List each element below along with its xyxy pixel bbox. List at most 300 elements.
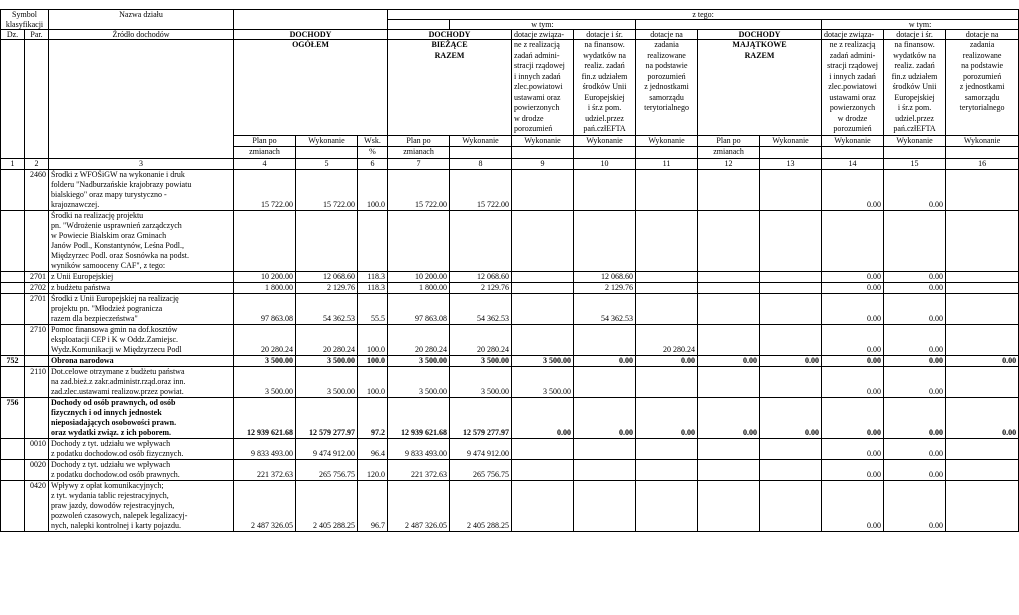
header-wykonanie: Wykonanie <box>636 135 698 147</box>
header-dz: Dz. <box>1 30 25 40</box>
column-number: 11 <box>636 158 698 169</box>
row-text: Dochody z tyt. udziału we wpływach <box>49 459 234 470</box>
row-value <box>358 293 388 304</box>
row-text: Obrona narodowa <box>49 355 234 366</box>
row-value <box>884 261 946 272</box>
header-col-c <box>946 124 1019 135</box>
column-number: 9 <box>512 158 574 169</box>
row-value: 100.0 <box>358 387 388 398</box>
row-value <box>884 293 946 304</box>
table-cell <box>25 93 49 104</box>
row-par <box>25 408 49 418</box>
row-value: 0.00 <box>822 271 884 282</box>
row-value <box>636 190 698 200</box>
table-cell <box>234 93 388 104</box>
row-value <box>946 480 1019 491</box>
row-value <box>358 480 388 491</box>
header-pct: % <box>358 147 388 159</box>
row-value <box>296 480 358 491</box>
row-value <box>698 408 760 418</box>
row-value <box>574 491 636 501</box>
row-value <box>698 377 760 387</box>
header-col-c: zadania <box>636 40 698 51</box>
table-cell <box>234 124 388 135</box>
table-row <box>1 261 1019 272</box>
row-value <box>946 271 1019 282</box>
row-text: z budżetu państwa <box>49 282 234 293</box>
row-dz: 756 <box>1 397 25 408</box>
row-value <box>574 304 636 314</box>
row-value <box>946 335 1019 345</box>
row-par <box>25 355 49 366</box>
row-value <box>760 169 822 180</box>
table-cell <box>49 40 234 51</box>
row-value <box>512 231 574 241</box>
row-value <box>512 470 574 481</box>
row-value <box>822 231 884 241</box>
row-value <box>698 397 760 408</box>
row-value <box>760 261 822 272</box>
header-col-b: pań.człEFTA <box>884 124 946 135</box>
row-text: z podatku dochodow.od osób fizycznych. <box>49 449 234 460</box>
row-value <box>358 377 388 387</box>
row-value <box>296 324 358 335</box>
row-value <box>450 221 512 231</box>
table-cell <box>698 82 822 93</box>
row-value: 96.7 <box>358 521 388 532</box>
row-value: 20 280.24 <box>450 345 512 356</box>
row-text: Międzyrzec Podl. oraz Sosnówka na podst. <box>49 251 234 261</box>
row-value: 118.3 <box>358 271 388 282</box>
header-col-a: porozumień <box>822 124 884 135</box>
row-value <box>512 418 574 428</box>
row-value <box>636 271 698 282</box>
row-value <box>760 282 822 293</box>
row-value <box>512 210 574 221</box>
header-dot-zw-1: dotacje związa- <box>512 30 574 40</box>
row-value: 0.00 <box>884 521 946 532</box>
row-value <box>636 293 698 304</box>
table-cell <box>698 124 822 135</box>
row-par <box>25 449 49 460</box>
header-symbol: Symbol <box>1 10 49 20</box>
row-value <box>574 470 636 481</box>
header-row <box>1 82 1019 93</box>
row-value <box>574 480 636 491</box>
row-value <box>698 418 760 428</box>
row-dz <box>1 501 25 511</box>
row-text: pn. "Wdrożenie usprawnień zarządczych <box>49 221 234 231</box>
row-value <box>636 210 698 221</box>
row-value <box>698 241 760 251</box>
row-dz <box>1 428 25 439</box>
row-value <box>234 438 296 449</box>
row-value <box>450 251 512 261</box>
row-value <box>388 304 450 314</box>
row-value <box>884 169 946 180</box>
row-value: 2 487 326.05 <box>388 521 450 532</box>
row-value: 12 579 277.97 <box>450 428 512 439</box>
row-dz <box>1 387 25 398</box>
row-value: 0.00 <box>822 282 884 293</box>
row-dz <box>1 491 25 501</box>
row-value <box>234 408 296 418</box>
row-value <box>450 241 512 251</box>
row-value <box>698 459 760 470</box>
header-z-tego: z tego: <box>388 10 1019 20</box>
table-row <box>1 480 1019 491</box>
header-col-b: realiz. zadań <box>884 61 946 72</box>
header-col-a: stracji rządowej <box>512 61 574 72</box>
row-par <box>25 231 49 241</box>
header-col-b: środków Unii <box>574 82 636 93</box>
row-value <box>574 190 636 200</box>
table-row <box>1 491 1019 501</box>
row-value <box>698 231 760 241</box>
row-value <box>358 180 388 190</box>
row-dz <box>1 521 25 532</box>
row-value: 97.2 <box>358 428 388 439</box>
table-row <box>1 200 1019 211</box>
row-value <box>636 200 698 211</box>
row-value <box>234 221 296 231</box>
table-row <box>1 366 1019 377</box>
row-value <box>760 449 822 460</box>
row-value <box>574 377 636 387</box>
row-value: 0.00 <box>636 428 698 439</box>
row-text: bialskiego" oraz mapy turystyczno - <box>49 190 234 200</box>
row-value <box>388 418 450 428</box>
row-value <box>358 418 388 428</box>
header-majatkowe: RAZEM <box>698 51 822 62</box>
row-value: 3 500.00 <box>234 355 296 366</box>
table-row <box>1 231 1019 241</box>
row-value <box>698 480 760 491</box>
row-value: 118.3 <box>358 282 388 293</box>
row-text: z podatku dochodow.od osób prawnych. <box>49 470 234 481</box>
row-value: 0.00 <box>822 428 884 439</box>
row-value <box>358 304 388 314</box>
row-value <box>884 377 946 387</box>
row-value <box>822 221 884 231</box>
header-row <box>1 147 1019 159</box>
row-value <box>698 271 760 282</box>
row-value: 0.00 <box>884 470 946 481</box>
column-number: 2 <box>25 158 49 169</box>
table-row <box>1 314 1019 325</box>
row-value: 0.00 <box>636 355 698 366</box>
table-row <box>1 501 1019 511</box>
header-plan-po: Plan po <box>698 135 760 147</box>
row-value <box>698 324 760 335</box>
row-value <box>358 459 388 470</box>
header-col-c: realizowane <box>946 51 1019 62</box>
row-value <box>450 293 512 304</box>
row-value: 97 863.08 <box>388 314 450 325</box>
row-value <box>450 180 512 190</box>
row-value <box>512 366 574 377</box>
row-value <box>946 231 1019 241</box>
row-value <box>946 459 1019 470</box>
row-value <box>698 521 760 532</box>
row-value: 0.00 <box>946 355 1019 366</box>
row-par <box>25 470 49 481</box>
table-row <box>1 169 1019 180</box>
row-dz <box>1 221 25 231</box>
table-cell <box>49 20 234 30</box>
header-dot-na-2: dotacje na <box>946 30 1019 40</box>
row-par <box>25 521 49 532</box>
row-text: oraz wydatki związ. z ich poborem. <box>49 428 234 439</box>
header-wykonanie: Wykonanie <box>574 135 636 147</box>
row-value: 0.00 <box>884 449 946 460</box>
table-cell <box>25 40 49 51</box>
row-value: 15 722.00 <box>388 200 450 211</box>
row-par <box>25 221 49 231</box>
row-value <box>450 459 512 470</box>
table-cell <box>234 20 388 30</box>
header-zmianach: zmianach <box>388 147 450 159</box>
header-wykonanie: Wykonanie <box>512 135 574 147</box>
row-value <box>234 293 296 304</box>
row-value <box>358 221 388 231</box>
header-row <box>1 93 1019 104</box>
row-value <box>946 511 1019 521</box>
row-value <box>760 324 822 335</box>
row-text: Wpływy z opłat komunikacyjnych; <box>49 480 234 491</box>
header-zrodlo: Źródło dochodów <box>49 30 234 40</box>
row-value <box>760 314 822 325</box>
table-row <box>1 459 1019 470</box>
row-par <box>25 345 49 356</box>
row-value <box>574 169 636 180</box>
table-row <box>1 271 1019 282</box>
row-dz <box>1 200 25 211</box>
row-value <box>234 397 296 408</box>
row-value <box>296 221 358 231</box>
row-value <box>574 241 636 251</box>
table-cell <box>636 20 822 30</box>
row-value <box>450 304 512 314</box>
header-col-c: porozumień <box>946 72 1019 83</box>
row-value <box>388 190 450 200</box>
header-col-b: udziel.przez <box>884 114 946 125</box>
row-value <box>234 251 296 261</box>
row-text: Pomoc finansowa gmin na dof.kosztów <box>49 324 234 335</box>
row-value <box>512 271 574 282</box>
header-dochody-3: DOCHODY <box>698 30 822 40</box>
header-col-b: Europejskiej <box>884 93 946 104</box>
row-value <box>358 511 388 521</box>
row-value <box>450 335 512 345</box>
row-value <box>946 491 1019 501</box>
table-cell <box>1 103 25 114</box>
header-col-a: w drodze <box>822 114 884 125</box>
row-value <box>760 470 822 481</box>
row-text: Dot.celowe otrzymane z budżetu państwa <box>49 366 234 377</box>
header-col-a: zlec.powiatowi <box>512 82 574 93</box>
row-value <box>234 491 296 501</box>
row-par <box>25 251 49 261</box>
row-value <box>388 501 450 511</box>
row-value <box>512 282 574 293</box>
row-value <box>388 241 450 251</box>
row-value <box>636 491 698 501</box>
row-dz <box>1 324 25 335</box>
row-value <box>574 221 636 231</box>
row-par <box>25 418 49 428</box>
row-value <box>388 335 450 345</box>
row-value: 100.0 <box>358 355 388 366</box>
table-cell <box>1 135 25 147</box>
row-value <box>760 491 822 501</box>
row-value: 54 362.53 <box>574 314 636 325</box>
header-row <box>1 114 1019 125</box>
row-par <box>25 314 49 325</box>
header-row <box>1 135 1019 147</box>
row-value <box>512 335 574 345</box>
row-value <box>884 366 946 377</box>
row-value: 2 129.76 <box>296 282 358 293</box>
row-value <box>822 377 884 387</box>
row-par <box>25 511 49 521</box>
row-value <box>698 335 760 345</box>
row-value <box>822 459 884 470</box>
header-col-c: na podstawie <box>946 61 1019 72</box>
header-w-tym-2: w tym: <box>822 20 1019 30</box>
table-cell <box>234 114 388 125</box>
header-row <box>1 158 1019 169</box>
row-value: 12 939 621.68 <box>234 428 296 439</box>
row-dz <box>1 210 25 221</box>
header-col-a: ne z realizacją <box>512 40 574 51</box>
row-value <box>946 180 1019 190</box>
table-cell <box>1 82 25 93</box>
row-value: 54 362.53 <box>450 314 512 325</box>
header-col-b: wydatków na <box>574 51 636 62</box>
row-value <box>512 397 574 408</box>
row-value <box>822 480 884 491</box>
header-wykonanie: Wykonanie <box>946 135 1019 147</box>
row-value <box>946 501 1019 511</box>
table-cell <box>574 147 636 159</box>
row-text: Środki z WFOŚiGW na wykonanie i druk <box>49 169 234 180</box>
row-value <box>296 511 358 521</box>
header-col-a: ustawami oraz <box>822 93 884 104</box>
row-value <box>822 304 884 314</box>
row-value <box>450 438 512 449</box>
header-col-c <box>636 124 698 135</box>
row-value <box>822 501 884 511</box>
header-row <box>1 103 1019 114</box>
row-value <box>512 190 574 200</box>
table-cell <box>25 135 49 147</box>
row-par <box>25 304 49 314</box>
row-text: wyników samooceny CAF", z tego: <box>49 261 234 272</box>
row-value: 2 405 288.25 <box>450 521 512 532</box>
row-value <box>636 459 698 470</box>
table-cell <box>946 147 1019 159</box>
row-value: 20 280.24 <box>388 345 450 356</box>
row-value <box>388 169 450 180</box>
row-value <box>636 231 698 241</box>
row-value <box>574 418 636 428</box>
row-value <box>388 459 450 470</box>
row-value: 0.00 <box>822 314 884 325</box>
row-dz <box>1 180 25 190</box>
row-dz <box>1 366 25 377</box>
row-value <box>388 438 450 449</box>
row-value <box>512 511 574 521</box>
row-value <box>574 366 636 377</box>
table-cell <box>388 61 512 72</box>
table-cell <box>234 72 388 83</box>
header-col-a: porozumień <box>512 124 574 135</box>
row-text: nych, nalepki kontrolnej i karty pojazdu. <box>49 521 234 532</box>
row-value <box>234 231 296 241</box>
row-value <box>388 397 450 408</box>
table-cell <box>49 82 234 93</box>
table-cell <box>884 147 946 159</box>
row-value <box>512 377 574 387</box>
row-value <box>884 210 946 221</box>
row-par: 2110 <box>25 366 49 377</box>
row-value <box>946 366 1019 377</box>
header-col-b: realiz. zadań <box>574 61 636 72</box>
table-row <box>1 387 1019 398</box>
row-value <box>388 324 450 335</box>
row-value <box>358 408 388 418</box>
table-row <box>1 449 1019 460</box>
row-value: 2 487 326.05 <box>234 521 296 532</box>
row-value: 1 800.00 <box>234 282 296 293</box>
row-text: fizycznych i od innych jednostek <box>49 408 234 418</box>
header-biezace: BIEŻĄCE <box>388 40 512 51</box>
row-value <box>388 261 450 272</box>
row-value: 0.00 <box>822 387 884 398</box>
row-value: 221 372.63 <box>388 470 450 481</box>
row-value <box>698 366 760 377</box>
row-text: z Unii Europejskiej <box>49 271 234 282</box>
row-value: 0.00 <box>946 428 1019 439</box>
row-dz <box>1 241 25 251</box>
row-value <box>296 459 358 470</box>
row-value <box>574 397 636 408</box>
row-dz <box>1 304 25 314</box>
row-par: 2702 <box>25 282 49 293</box>
row-value <box>698 221 760 231</box>
header-dot-sr-2: dotacje i śr. <box>884 30 946 40</box>
table-row <box>1 304 1019 314</box>
row-text: Janów Podl., Konstantynów, Leśna Podl., <box>49 241 234 251</box>
table-cell <box>1 114 25 125</box>
row-value <box>388 408 450 418</box>
row-value <box>884 180 946 190</box>
row-value <box>636 480 698 491</box>
row-value: 0.00 <box>822 521 884 532</box>
row-value <box>512 491 574 501</box>
row-value <box>636 470 698 481</box>
row-value: 0.00 <box>698 428 760 439</box>
header-col-c: porozumień <box>636 72 698 83</box>
row-value <box>698 293 760 304</box>
row-value <box>946 418 1019 428</box>
row-value <box>296 377 358 387</box>
row-value <box>822 190 884 200</box>
row-value <box>698 345 760 356</box>
row-value: 96.4 <box>358 449 388 460</box>
row-value <box>358 491 388 501</box>
